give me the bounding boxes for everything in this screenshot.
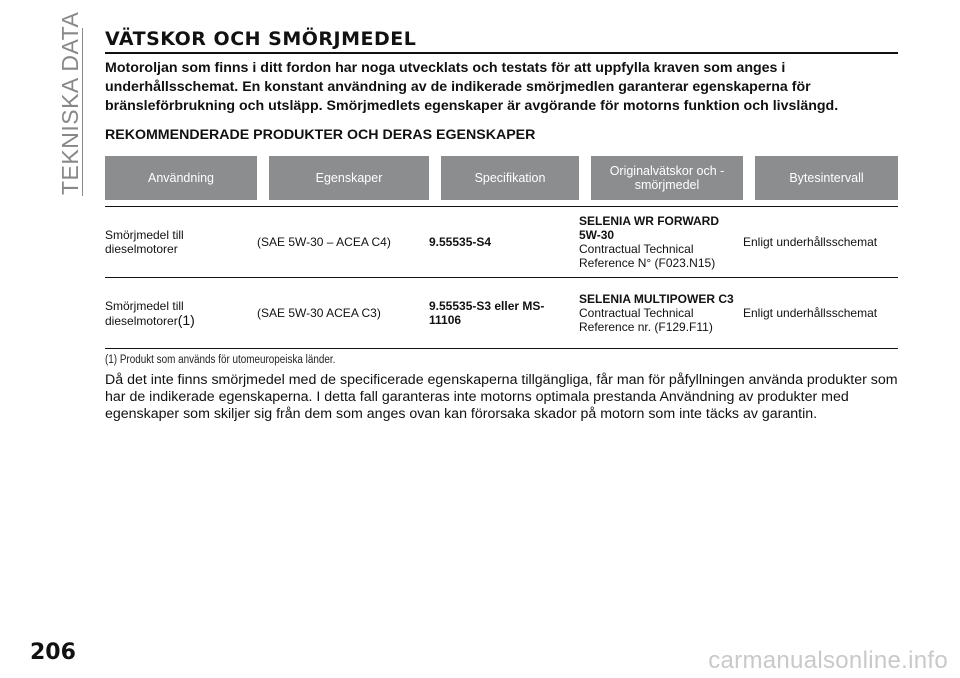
column-header-usage: Användning	[105, 156, 257, 200]
table-header-row	[105, 156, 898, 200]
body-paragraph: Då det inte finns smörjmedel med de specificerade egenskaperna tillgängliga, får man för påfyllningen använda produkter som har de indikerade egenskaperna. I detta fall garanteras inte motorns optimala prestanda Användning av produkter med egenskaper som skiljer sig från dem som anges ovan kan förorsaka skador på motorn som inte täcks av garantin.	[105, 372, 898, 422]
intro-paragraph: Motoroljan som finns i ditt fordon har noga utvecklats och testats för att uppfylla kraven som anges i underhållsschemat. En konstant användning av de indikerade smörjmedlen garanterar egenskaperna för bränsleförbrukning och utsläpp. Smörjmedlets egenskaper är avgörande för motorns funktion och livslängd.	[105, 60, 839, 114]
cell-usage: Smörjmedel till dieselmotorer	[105, 207, 257, 278]
cell-interval: Enligt underhållsschemat	[743, 278, 898, 349]
cell-product	[579, 207, 743, 278]
section-subheading: REKOMMENDERADE PRODUKTER OCH DERAS EGENSKAPER	[105, 127, 536, 143]
column-header-properties: Egenskaper	[257, 156, 429, 200]
footnote-ref: (1)	[177, 311, 195, 328]
table-row	[105, 207, 898, 278]
column-header-products: Originalvätskor och -smörjmedel	[579, 156, 743, 200]
page-content	[105, 28, 898, 423]
cell-properties: (SAE 5W-30 ACEA C3)	[257, 278, 429, 349]
cell-interval: Enligt underhållsschemat	[743, 207, 898, 278]
product-name: SELENIA MULTIPOWER C3	[579, 292, 734, 306]
cell-properties: (SAE 5W-30 – ACEA C4)	[257, 207, 429, 278]
table-row	[105, 278, 898, 349]
column-header-spec: Specifikation	[429, 156, 579, 200]
section-tab-label: TEKNISKA DATA	[57, 11, 83, 195]
product-reference: Contractual Technical Reference N° (F023.N15)	[579, 242, 716, 270]
table-footnote: (1) Produkt som används för utomeuropeiska länder.	[105, 354, 336, 366]
lubricant-table	[105, 156, 898, 349]
cell-usage: Smörjmedel till dieselmotorer(1)	[105, 278, 257, 349]
product-name: SELENIA WR FORWARD 5W-30	[579, 214, 719, 242]
column-header-interval: Bytesintervall	[743, 156, 898, 200]
watermark: carmanualsonline.info	[708, 647, 948, 674]
cell-product	[579, 278, 743, 349]
page-number: 206	[30, 640, 76, 665]
cell-spec: 9.55535-S3 eller MS-11106	[429, 278, 579, 349]
cell-spec: 9.55535-S4	[429, 207, 579, 278]
product-reference: Contractual Technical Reference nr. (F129.F11)	[579, 306, 713, 334]
page-title: VÄTSKOR OCH SMÖRJMEDEL	[105, 28, 898, 54]
header-rule	[105, 200, 898, 207]
